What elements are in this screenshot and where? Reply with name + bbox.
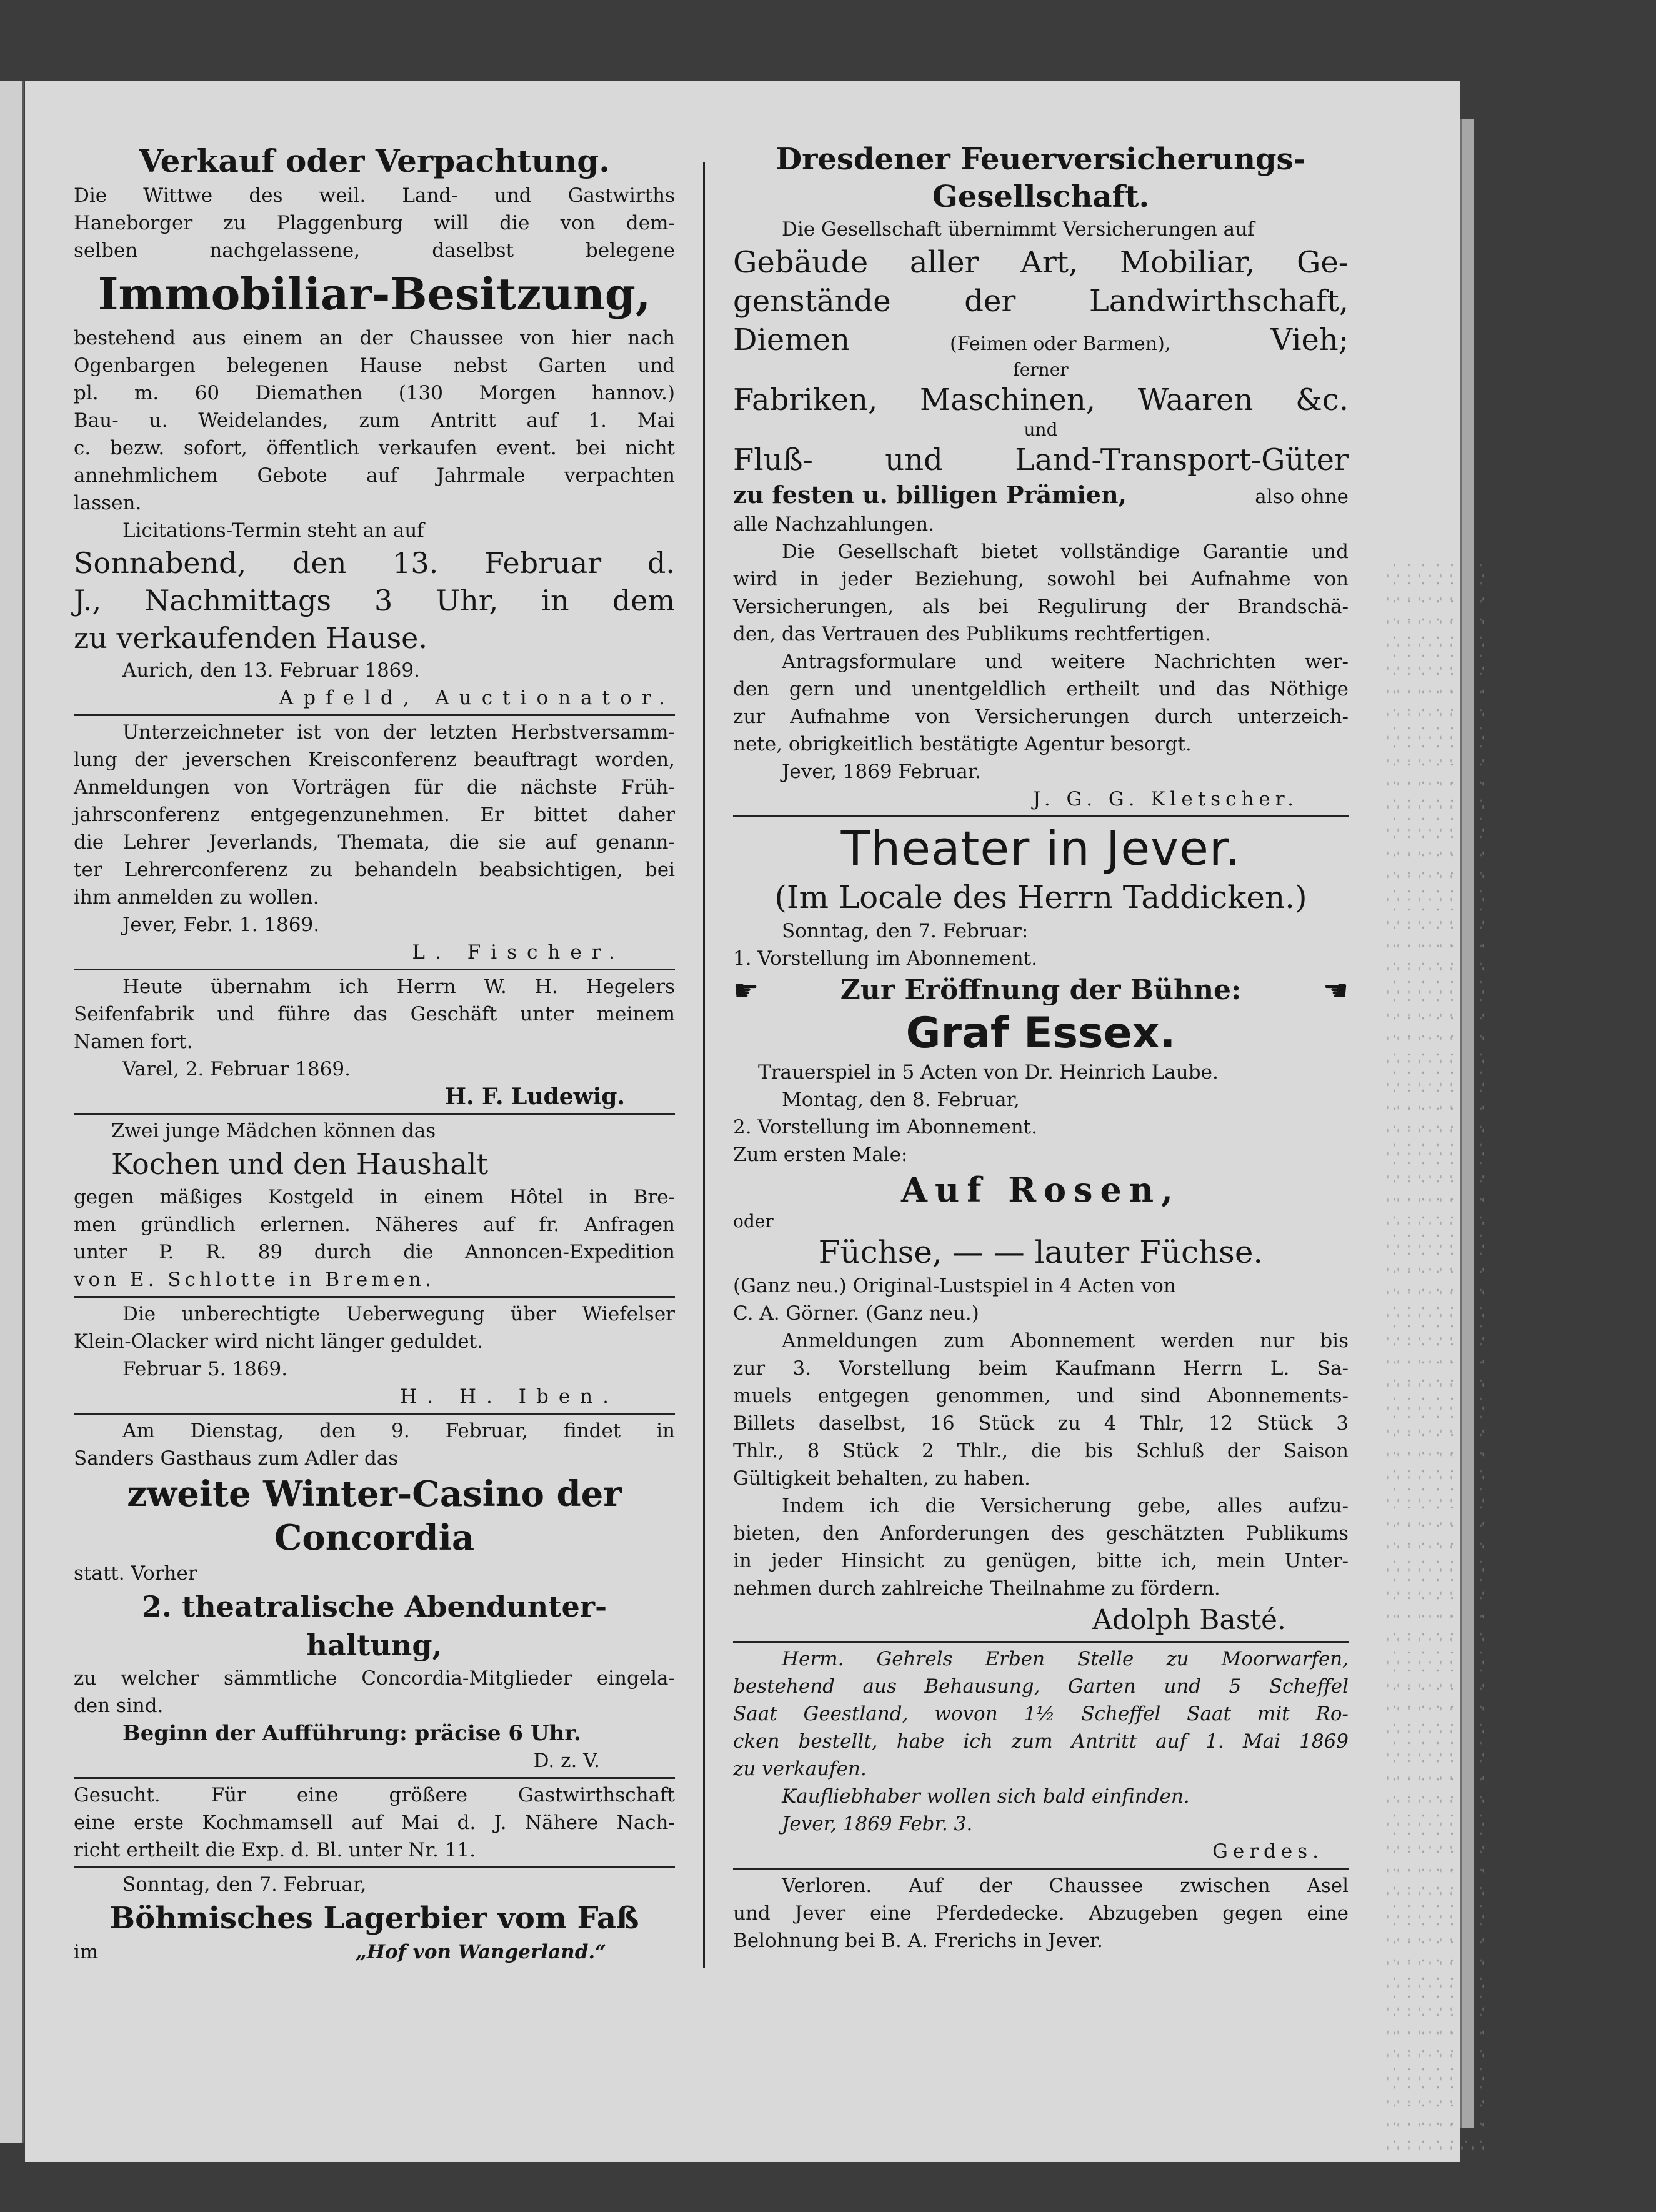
ad-kochen-haushalt — [74, 1117, 675, 1293]
ad-line: 2. Vorstellung im Abonnement. — [733, 1116, 1037, 1138]
theater-opening: Zur Eröffnung der Bühne: — [840, 974, 1242, 1006]
ad-headline: Immobiliar-Besitzung, — [97, 268, 651, 320]
ad-headline: 2. theatralische Abendunter- — [141, 1590, 607, 1623]
ad-line: richt ertheilt die Exp. d. Bl. unter Nr. 11. — [74, 1839, 476, 1861]
ad-line: den gern und unentgeldlich ertheilt und das Nöthige — [733, 678, 1349, 700]
ad-bold-phrase: zu festen u. billigen Prämien, — [733, 481, 1127, 509]
ad-signature: H. H. Iben. — [400, 1385, 619, 1408]
theater-subtitle: (Im Locale des Herrn Taddicken.) — [774, 879, 1307, 915]
theater-play-title: Füchse, — — lauter Füchse. — [818, 1234, 1264, 1270]
ad-line: zu welcher sämmtliche Concordia-Mitglieder eingela- — [74, 1667, 675, 1690]
ad-line: Sonntag, den 7. Februar, — [122, 1873, 367, 1896]
ad-line: von E. Schlotte in Bremen. — [74, 1268, 435, 1291]
page-edge-shadow — [1460, 119, 1474, 2128]
ad-line: bieten, den Anforderungen des geschätzten Publikums — [733, 1522, 1349, 1545]
ad-place-date: Jever, 1869 Februar. — [782, 760, 982, 783]
ad-praemien-row — [733, 479, 1349, 511]
ad-separator — [74, 969, 675, 970]
ad-line: Die Gesellschaft bietet vollständige Garantie und — [782, 541, 1349, 563]
ad-line: und — [1024, 419, 1058, 440]
ad-title: Verkauf oder Verpachtung. — [139, 142, 610, 179]
ad-line: Beginn der Aufführung: präcise 6 Uhr. — [122, 1721, 581, 1746]
ad-separator — [74, 1296, 675, 1298]
ad-line: „Hof von Wangerland.“ — [355, 1941, 606, 1963]
ad-line: Haneborger zu Plaggenburg will die von dem- — [74, 212, 675, 234]
ad-line: Sonntag, den 7. Februar: — [782, 920, 1029, 942]
ad-headline: haltung, — [306, 1628, 442, 1662]
ad-line: ihm anmelden zu wollen. — [74, 886, 319, 909]
ad-line: die Lehrer Jeverlands, Themata, die sie auf genann- — [74, 831, 675, 854]
ad-line: Bau- u. Weidelandes, zum Antritt auf 1. Mai — [74, 409, 675, 432]
ad-separator — [74, 1777, 675, 1779]
ad-line: nehmen durch zahlreiche Theilnahme zu fördern. — [733, 1577, 1220, 1600]
ad-theater-jever — [733, 820, 1349, 1638]
ad-line: Sanders Gasthaus zum Adler das — [74, 1447, 399, 1470]
ad-line: also ohne — [1255, 486, 1349, 508]
theater-play-title: Auf Rosen, — [901, 1170, 1180, 1210]
ad-line: annehmlichem Gebote auf Jahrmale verpachten — [74, 464, 675, 487]
ad-line: zur 3. Vorstellung beim Kaufmann Herrn L. Sa- — [733, 1357, 1349, 1380]
ad-signature: L. Fischer. — [412, 941, 625, 964]
ad-signature: J. G. G. Kletscher. — [1032, 788, 1299, 810]
ad-line: statt. Vorher — [74, 1562, 197, 1585]
ad-date-line: zu verkaufenden Hause. — [74, 621, 428, 655]
ad-signature: Gerdes. — [1212, 1840, 1324, 1863]
ad-line: Verloren. Auf der Chaussee zwischen Asel — [782, 1875, 1349, 1897]
theater-opening-row — [733, 972, 1349, 1009]
ad-line: lung der jeverschen Kreisconferenz beauftragt worden, — [74, 749, 675, 771]
ad-line: den sind. — [74, 1695, 164, 1717]
ad-big-line: Fluß- und Land-Transport-Güter — [733, 442, 1349, 477]
ad-line: Trauerspiel in 5 Acten von Dr. Heinrich Laube. — [758, 1061, 1219, 1084]
ad-line: ferner — [1013, 359, 1069, 380]
ad-line: unter P. R. 89 durch die Annoncen-Expedition — [74, 1241, 675, 1263]
ad-line: zur Aufnahme von Versicherungen durch unterzeich- — [733, 705, 1349, 728]
theater-play-title: Graf Essex. — [905, 1009, 1176, 1058]
ad-line: Unterzeichneter ist von der letzten Herbstversamm- — [122, 721, 675, 744]
ad-headline: Concordia — [274, 1517, 475, 1558]
ad-separator — [74, 1413, 675, 1415]
ad-line: Am Dienstag, den 9. Februar, findet in — [122, 1420, 675, 1442]
ad-place-date: Varel, 2. Februar 1869. — [122, 1058, 351, 1080]
ad-big-word: Vieh; — [1270, 322, 1349, 357]
right-column — [733, 141, 1349, 1955]
ad-lehrerconferenz — [74, 719, 675, 966]
ad-lagerbier — [74, 1871, 675, 1966]
ad-place-date: Jever, Febr. 1. 1869. — [122, 914, 320, 936]
ad-date-line: J., Nachmittags 3 Uhr, in dem — [74, 584, 675, 617]
ad-line: Namen fort. — [74, 1030, 193, 1053]
ad-line: Zum ersten Male: — [733, 1143, 908, 1166]
ad-headline: zweite Winter-Casino der — [127, 1473, 622, 1515]
ad-line: in jeder Hinsicht zu genügen, bitte ich, mein Unter- — [733, 1550, 1349, 1572]
ad-line: Saat Geestland, wovon 1½ Scheffel Saat mit Ro- — [733, 1703, 1349, 1725]
ad-line: gegen mäßiges Kostgeld in einem Hôtel in Bre- — [74, 1186, 675, 1208]
ad-line: Thlr., 8 Stück 2 Thlr., die bis Schluß der Saison — [733, 1440, 1349, 1462]
ad-place-date: Februar 5. 1869. — [122, 1358, 288, 1380]
column-divider — [703, 162, 705, 1968]
ad-separator — [733, 1868, 1349, 1870]
theater-title: Theater in Jever. — [840, 820, 1241, 876]
ad-big-line: Gebäude aller Art, Mobiliar, Ge- — [733, 245, 1349, 280]
ad-ueberwegung — [74, 1300, 675, 1410]
ad-line: muels entgegen genommen, und sind Abonnements- — [733, 1385, 1349, 1407]
ad-line: im — [74, 1941, 99, 1963]
ad-line: 1. Vorstellung im Abonnement. — [733, 947, 1037, 970]
ad-line: Die Gesellschaft übernimmt Versicherungen auf — [782, 218, 1255, 241]
ad-dresdener-feuerversicherung — [733, 141, 1349, 813]
ad-line: Anmeldungen zum Abonnement werden nur bis — [782, 1330, 1349, 1352]
ad-line: (Feimen oder Barmen), — [950, 333, 1171, 355]
ad-verkauf-verpachtung — [74, 141, 675, 712]
ad-signature: Adolph Basté. — [1092, 1604, 1286, 1636]
ad-line: Licitations-Termin steht an auf — [122, 519, 424, 542]
ad-separator — [74, 1866, 675, 1868]
ad-line: Seifenfabrik und führe das Geschäft unter meinem — [74, 1003, 675, 1025]
ad-signature: Apfeld, Auctionator. — [279, 687, 675, 709]
ad-gesucht — [74, 1781, 675, 1864]
ad-line: men gründlich erlernen. Näheres auf fr. Anfragen — [74, 1213, 675, 1236]
ad-line: eine erste Kochmamsell auf Mai d. J. Nähere Nach- — [74, 1811, 675, 1834]
ad-verloren — [733, 1872, 1349, 1955]
ad-separator — [733, 815, 1349, 817]
ad-line: cken bestellt, habe ich zum Antritt auf 1. Mai 1869 — [733, 1730, 1349, 1753]
ad-line: Herm. Gehrels Erben Stelle zu Moorwarfen, — [782, 1648, 1349, 1670]
ad-big-word: Diemen — [733, 322, 850, 357]
ad-line: alle Nachzahlungen. — [733, 513, 935, 536]
ad-line: lassen. — [74, 492, 142, 514]
ad-line: den, das Vertrauen des Publikums rechtfertigen. — [733, 623, 1211, 645]
ad-line: oder — [733, 1211, 774, 1232]
ad-separator — [74, 714, 675, 716]
pointing-hand-left-icon: ☚ — [1322, 974, 1349, 1007]
left-column — [74, 141, 675, 1966]
ad-line: Versicherungen, als bei Regulirung der Brandschä- — [733, 595, 1349, 618]
ad-line: zu verkaufen. — [733, 1758, 867, 1780]
ad-date-line: Sonnabend, den 13. Februar d. — [74, 546, 675, 580]
ad-footer-line — [74, 1938, 675, 1966]
ad-place-date: Aurich, den 13. Februar 1869. — [122, 659, 420, 682]
ad-line: (Ganz neu.) Original-Lustspiel in 4 Acten von — [733, 1275, 1176, 1297]
ad-line: Klein-Olacker wird nicht länger geduldet. — [74, 1330, 483, 1353]
ad-seifenfabrik — [74, 973, 675, 1110]
ad-line: C. A. Görner. (Ganz neu.) — [733, 1302, 979, 1325]
ad-signature: H. F. Ludewig. — [444, 1084, 625, 1110]
ad-separator — [74, 1113, 675, 1115]
ad-signature: D. z. V. — [533, 1750, 600, 1772]
ad-line: Antragsformulare und weitere Nachrichten wer- — [782, 650, 1349, 673]
ad-headline: Kochen und den Haushalt — [111, 1147, 488, 1181]
ad-line: Montag, den 8. Februar, — [782, 1089, 1020, 1111]
ad-line: Die unberechtigte Ueberwegung über Wiefelser — [122, 1303, 675, 1325]
ad-moorwarfen — [733, 1645, 1349, 1865]
ad-line: Kaufliebhaber wollen sich bald einfinden. — [782, 1785, 1190, 1808]
ad-line: Billets daselbst, 16 Stück zu 4 Thlr, 12 Stück 3 — [733, 1412, 1349, 1435]
ad-line: und Jever eine Pferdedecke. Abzugeben gegen eine — [733, 1902, 1349, 1925]
ad-line: bestehend aus einem an der Chaussee von hier nach — [74, 327, 675, 349]
ad-title: Gesellschaft. — [932, 179, 1150, 214]
previous-page-edge — [0, 81, 24, 2143]
ad-line: c. bezw. sofort, öffentlich verkaufen event. bei nicht — [74, 437, 675, 459]
ad-line: nete, obrigkeitlich bestätigte Agentur besorgt. — [733, 733, 1192, 755]
ad-big-line: genstände der Landwirthschaft, — [733, 284, 1349, 319]
pointing-hand-right-icon: ☛ — [733, 974, 759, 1007]
ad-place-date: Jever, 1869 Febr. 3. — [782, 1813, 973, 1835]
ad-big-line: Fabriken, Maschinen, Waaren &c. — [733, 382, 1349, 417]
ad-line: pl. m. 60 Diemathen (130 Morgen hannov.) — [74, 382, 675, 404]
ad-title: Dresdener Feuerversicherungs- — [776, 142, 1306, 177]
ad-line: Ogenbargen belegenen Hause nebst Garten und — [74, 354, 675, 377]
ad-line: Gesucht. Für eine größere Gastwirthschaft — [74, 1784, 675, 1806]
ad-line: Heute übernahm ich Herrn W. H. Hegelers — [122, 975, 675, 998]
ad-headline: Böhmisches Lagerbier vom Faß — [109, 1901, 639, 1936]
ad-line: Belohnung bei B. A. Frerichs in Jever. — [733, 1930, 1103, 1952]
ad-line: bestehend aus Behausung, Garten und 5 Scheffel — [733, 1675, 1349, 1698]
ad-line: Anmeldungen von Vorträgen für die nächste Früh- — [74, 776, 675, 799]
ad-line: Die Wittwe des weil. Land- und Gastwirths — [74, 184, 675, 207]
ad-line: wird in jeder Beziehung, sowohl bei Aufnahme von — [733, 568, 1349, 590]
ad-separator — [733, 1641, 1349, 1643]
ad-line: jahrsconferenz entgegenzunehmen. Er bittet daher — [74, 804, 675, 826]
ad-line: ter Lehrerconferenz zu behandeln beabsichtigen, bei — [74, 859, 675, 881]
ad-line: selben nachgelassene, daselbst belegene — [74, 239, 675, 262]
ad-big-line-row — [733, 321, 1349, 359]
ad-line: Gültigkeit behalten, zu haben. — [733, 1467, 1030, 1490]
ad-winter-casino — [74, 1417, 675, 1775]
ad-line: Indem ich die Versicherung gebe, alles aufzu- — [782, 1495, 1349, 1517]
ad-line: Zwei junge Mädchen können das — [111, 1120, 436, 1142]
